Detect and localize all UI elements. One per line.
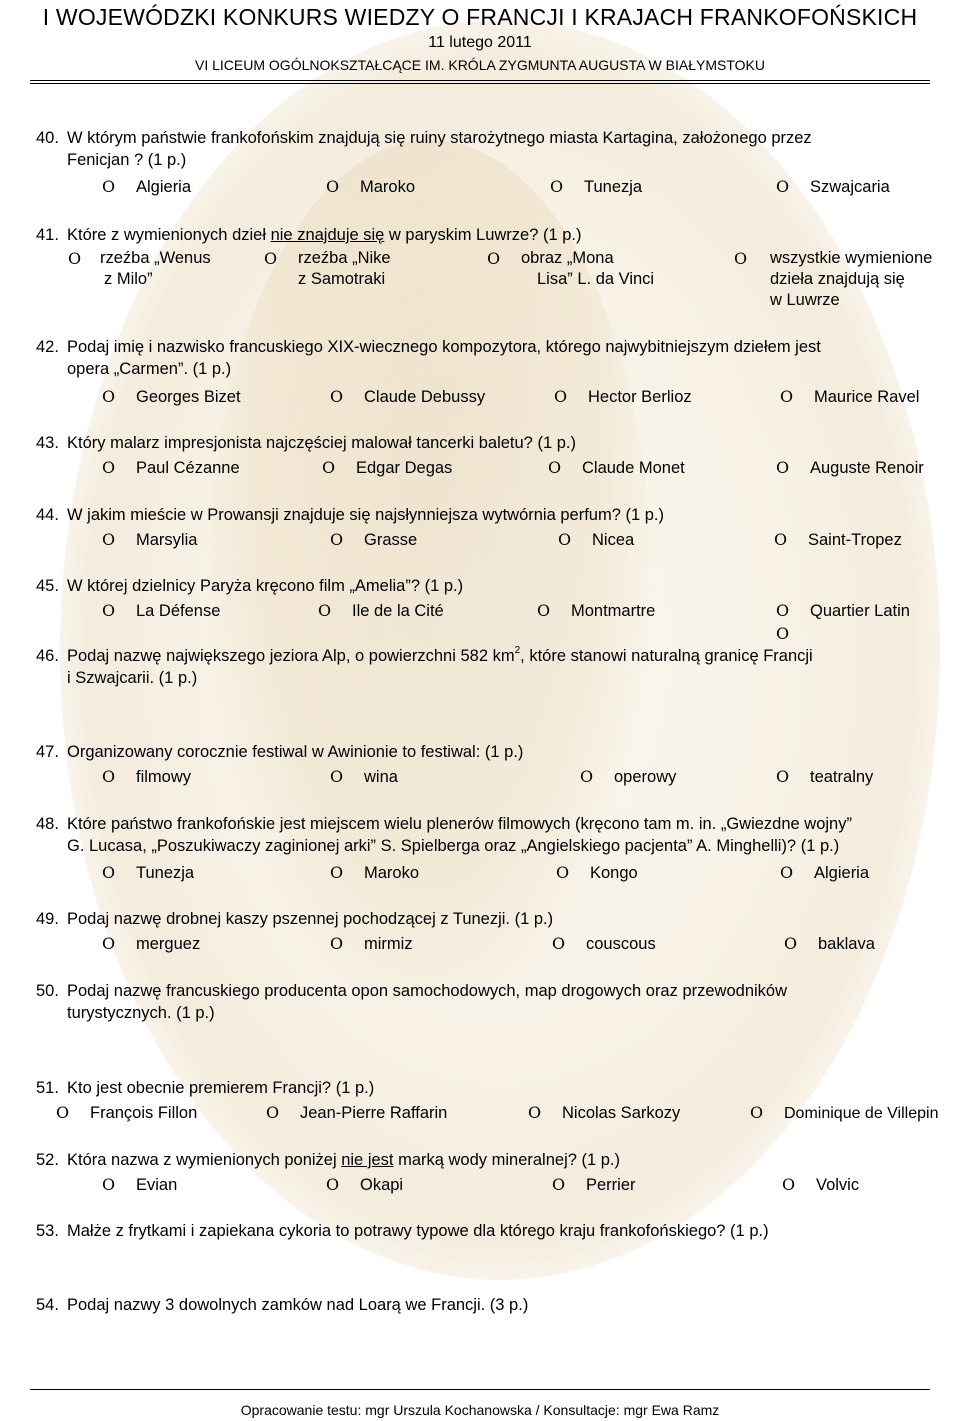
radio-icon[interactable]: O: [102, 863, 116, 882]
radio-icon[interactable]: O: [774, 530, 788, 549]
option-43-c[interactable]: O Claude Monet: [548, 458, 685, 477]
radio-icon[interactable]: O: [552, 934, 566, 953]
option-44-a[interactable]: O Marsylia: [102, 530, 198, 549]
option-40-c[interactable]: O Tunezja: [550, 177, 643, 196]
option-43-b[interactable]: O Edgar Degas: [322, 458, 453, 477]
option-49-a[interactable]: O merguez: [102, 934, 201, 953]
question-50: 50. Podaj nazwę francuskiego producenta opon samochodowych, map drogowych oraz przewodników turystycznych. (1 p.): [36, 982, 787, 1022]
emphasis-underline: nie jest: [341, 1151, 394, 1169]
radio-icon[interactable]: O: [102, 934, 116, 953]
option-47-c[interactable]: O operowy: [580, 767, 677, 786]
question-text: W którym państwie frankofońskim znajdują się ruiny starożytnego miasta Kartagina, założonego przez: [67, 129, 812, 147]
question-42: 42. Podaj imię i nazwisko francuskiego XIX-wiecznego kompozytora, którego najwybitniejszym dziełem jest opera „Carmen”. (1 p.): [36, 338, 821, 378]
radio-icon[interactable]: O: [318, 601, 332, 620]
option-45-c[interactable]: O Montmartre: [537, 601, 656, 620]
question-44: 44. W jakim mieście w Prowansji znajduje się najsłynniejsza wytwórnia perfum? (1 p.): [36, 506, 664, 524]
question-47: 47. Organizowany corocznie festiwal w Awinionie to festiwal: (1 p.): [36, 743, 524, 761]
radio-icon[interactable]: O: [102, 1175, 116, 1194]
option-40-b[interactable]: O Maroko: [326, 177, 416, 196]
question-45: 45. W której dzielnicy Paryża kręcono film „Amelia”? (1 p.): [36, 577, 464, 595]
radio-icon[interactable]: O: [330, 387, 344, 406]
radio-icon[interactable]: O: [537, 601, 551, 620]
option-48-d[interactable]: O Algieria: [780, 863, 870, 882]
radio-icon[interactable]: O: [102, 458, 116, 477]
option-49-b[interactable]: O mirmiz: [330, 934, 413, 953]
radio-icon[interactable]: O: [330, 863, 344, 882]
option-48-c[interactable]: O Kongo: [556, 863, 638, 882]
question-48: 48. Które państwo frankofońskie jest miejscem wielu plenerów filmowych (kręcono tam m. in. „Gwiezdne wojny” G. Lucasa, „Poszukiwaczy zaginionej arki” S. Spielberga oraz „Angielskiego pacjenta” A. Minghelli)? (1 p.): [36, 815, 852, 855]
radio-icon[interactable]: O: [487, 249, 501, 268]
radio-icon[interactable]: O: [102, 530, 116, 549]
option-49-d[interactable]: O baklava: [784, 934, 875, 953]
option-52-c[interactable]: O Perrier: [552, 1175, 636, 1194]
question-51: 51. Kto jest obecnie premierem Francji? (1 p.): [36, 1079, 375, 1097]
radio-icon[interactable]: O: [56, 1103, 70, 1122]
radio-icon[interactable]: O: [552, 1175, 566, 1194]
option-42-d[interactable]: O Maurice Ravel: [780, 387, 920, 406]
question-49: 49. Podaj nazwę drobnej kaszy pszennej pochodzącej z Tunezji. (1 p.): [36, 910, 554, 928]
option-42-c[interactable]: O Hector Berlioz: [554, 387, 692, 406]
question-text-cont: Fenicjan ? (1 p.): [67, 151, 187, 169]
option-51-b[interactable]: O Jean-Pierre Raffarin: [266, 1103, 448, 1122]
radio-icon[interactable]: O: [330, 934, 344, 953]
option-52-d[interactable]: O Volvic: [782, 1175, 860, 1194]
radio-icon[interactable]: O: [326, 1175, 340, 1194]
radio-icon[interactable]: O: [102, 387, 116, 406]
radio-icon[interactable]: O: [556, 863, 570, 882]
question-40: 40. W którym państwie frankofońskim znajdują się ruiny starożytnego miasta Kartagina, założonego przez Fenicjan ? (1 p.): [36, 127, 916, 171]
footer-rule: [30, 1389, 930, 1390]
contest-date: 11 lutego 2011: [428, 34, 532, 51]
option-47-a[interactable]: O filmowy: [102, 767, 192, 786]
question-41: 41. Które z wymienionych dzieł nie znajduje się w paryskim Luwrze? (1 p.): [36, 226, 582, 244]
option-43-d[interactable]: O Auguste Renoir: [776, 458, 924, 477]
radio-icon[interactable]: O: [734, 249, 748, 268]
radio-icon[interactable]: O: [750, 1103, 764, 1122]
option-42-b[interactable]: O Claude Debussy: [330, 387, 486, 406]
option-49-c[interactable]: O couscous: [552, 934, 656, 953]
option-40-a[interactable]: O Algieria: [102, 177, 192, 196]
radio-icon[interactable]: O: [330, 767, 344, 786]
option-52-a[interactable]: O Evian: [102, 1175, 178, 1194]
radio-icon[interactable]: O: [780, 863, 794, 882]
school-name: VI LICEUM OGÓLNOKSZTAŁCĄCE IM. KRÓLA ZYGMUNTA AUGUSTA W BIAŁYMSTOKU: [195, 57, 765, 73]
radio-icon[interactable]: O: [776, 458, 790, 477]
radio-icon[interactable]: O: [330, 530, 344, 549]
radio-icon[interactable]: O: [776, 624, 790, 643]
option-45-d[interactable]: O Quartier Latin: [776, 601, 910, 620]
radio-icon[interactable]: O: [784, 934, 798, 953]
option-45-b[interactable]: O Ile de la Cité: [318, 601, 444, 620]
option-52-b[interactable]: O Okapi: [326, 1175, 404, 1194]
radio-icon[interactable]: O: [550, 177, 564, 196]
option-44-d[interactable]: O Saint-Tropez: [774, 530, 902, 549]
radio-icon[interactable]: O: [266, 1103, 280, 1122]
option-51-d[interactable]: O Dominique de Villepin: [750, 1103, 939, 1122]
radio-icon[interactable]: O: [102, 767, 116, 786]
radio-icon[interactable]: O: [776, 767, 790, 786]
option-48-a[interactable]: O Tunezja: [102, 863, 195, 882]
radio-icon[interactable]: O: [580, 767, 594, 786]
radio-icon[interactable]: O: [68, 249, 82, 268]
radio-icon[interactable]: O: [780, 387, 794, 406]
option-48-b[interactable]: O Maroko: [330, 863, 420, 882]
radio-icon[interactable]: O: [264, 249, 278, 268]
question-43: 43. Który malarz impresjonista najczęściej malował tancerki baletu? (1 p.): [36, 434, 576, 452]
radio-icon[interactable]: O: [558, 530, 572, 549]
radio-icon[interactable]: O: [322, 458, 336, 477]
contest-title: I WOJEWÓDZKI KONKURS WIEDZY O FRANCJI I KRAJACH FRANKOFOŃSKICH: [42, 4, 918, 30]
radio-icon[interactable]: O: [102, 177, 116, 196]
option-51-c[interactable]: O Nicolas Sarkozy: [528, 1103, 681, 1122]
question-53: 53. Małże z frytkami i zapiekana cykoria to potrawy typowe dla którego kraju frankofońskiego? (1 p.): [36, 1222, 769, 1240]
page-footer: Opracowanie testu: mgr Urszula Kochanowska / Konsultacje: mgr Ewa Ramz: [240, 1402, 720, 1418]
emphasis-underline: nie znajduje się: [270, 226, 385, 244]
option-44-b[interactable]: O Grasse: [330, 530, 418, 549]
option-43-a[interactable]: O Paul Cézanne: [102, 458, 240, 477]
radio-icon[interactable]: O: [782, 1175, 796, 1194]
option-44-c[interactable]: O Nicea: [558, 530, 635, 549]
option-51-a[interactable]: O François Fillon: [56, 1103, 198, 1122]
radio-icon[interactable]: O: [528, 1103, 542, 1122]
question-46: 46. Podaj nazwę największego jeziora Alp, o powierzchni 582 $km^2$, które stanowi naturalną granicę Francji i Szwajcarii. (1 p.): [36, 645, 813, 687]
radio-icon[interactable]: O: [776, 601, 790, 620]
option-47-d[interactable]: O teatralny: [776, 767, 874, 786]
option-47-b[interactable]: O wina: [330, 767, 398, 786]
header-rule: [30, 80, 930, 81]
radio-icon[interactable]: O: [326, 177, 340, 196]
radio-icon[interactable]: O: [776, 177, 790, 196]
option-40-d[interactable]: O Szwajcaria: [776, 177, 890, 196]
question-52: 52. Która nazwa z wymienionych poniżej nie jest marką wody mineralnej? (1 p.): [36, 1151, 621, 1169]
radio-icon[interactable]: O: [102, 601, 116, 620]
option-45-a[interactable]: O La Défense: [102, 601, 221, 620]
header-rule-2: [30, 83, 930, 84]
option-42-a[interactable]: O Georges Bizet: [102, 387, 241, 406]
question-54: 54. Podaj nazwy 3 dowolnych zamków nad Loarą we Francji. (3 p.): [36, 1296, 529, 1314]
radio-icon[interactable]: O: [554, 387, 568, 406]
radio-icon[interactable]: O: [548, 458, 562, 477]
